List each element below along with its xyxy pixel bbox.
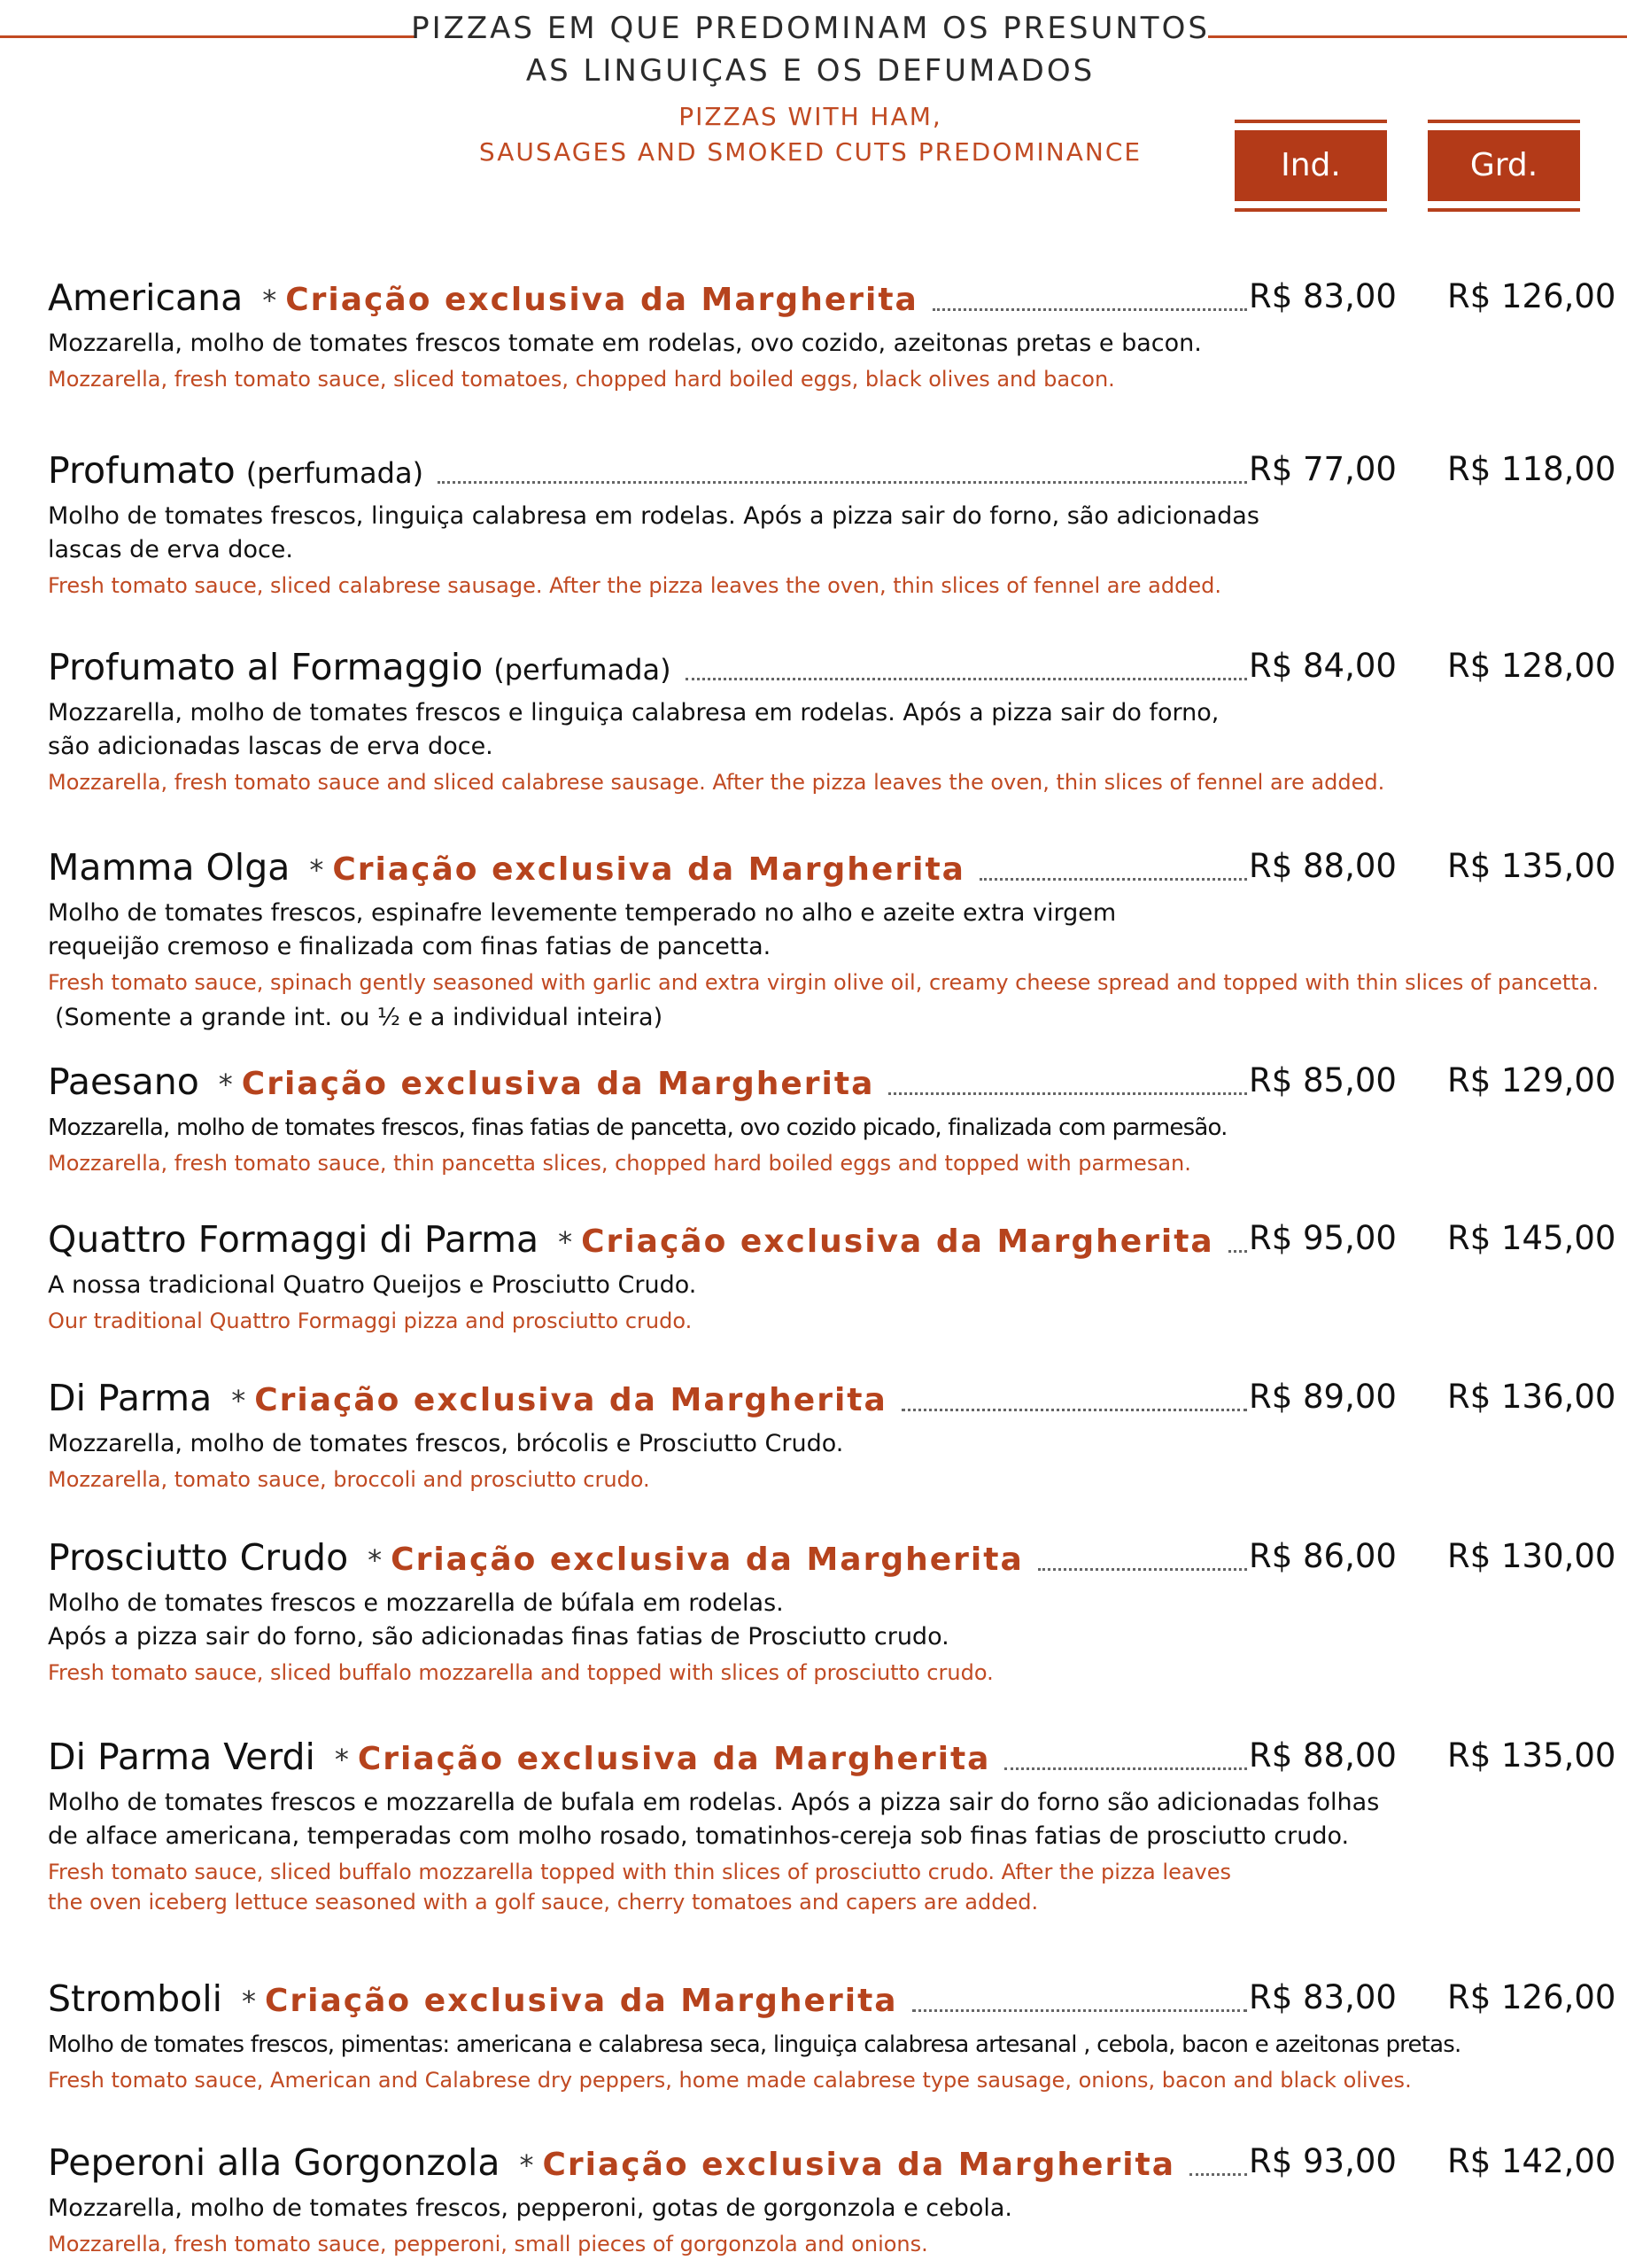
description-pt [48,897,1607,964]
description-pt [48,696,1607,764]
description-pt-line: Após a pizza sair do forno, são adicionadas finas fatias de Prosciutto crudo. [48,1623,949,1651]
menu-item-header [48,1729,1616,1783]
dot-leader [933,308,1247,311]
price-grande: R$ 135,00 [1447,847,1616,885]
menu-item-header [48,1054,1616,1107]
menu-item-name-line [48,1735,1252,1779]
description-en [48,1857,1607,1917]
section-subtitle-line2: SAUSAGES AND SMOKED CUTS PREDOMINANCE [478,137,1143,167]
asterisk-icon: * [231,1384,246,1418]
pizza-name: Stromboli [48,1977,222,2020]
description-pt [48,1111,1607,1145]
asterisk-icon: * [519,2148,534,2182]
price-individual: R$ 86,00 [1249,1537,1397,1575]
exclusive-label: Criação exclusiva da Margherita [391,1542,1024,1578]
description-pt-line: requeijão cremoso e finalizada com finas fatias de pancetta. [48,933,771,960]
pizza-name-note: (perfumada) [245,456,424,490]
description-pt-line: Mozzarella, molho de tomates frescos e linguiça calabresa em rodelas. Após a pizza sair do forno, [48,699,1220,726]
description-en [48,767,1607,797]
availability-note: (Somente a grande int. ou ½ e a individual inteira) [55,1004,663,1031]
description-en-line: Mozzarella, fresh tomato sauce, thin pancetta slices, chopped hard boiled eggs and topped with parmesan. [48,1151,1191,1176]
menu-item-header [48,640,1616,693]
pizza-name: Profumato al Formaggio [48,646,484,688]
price-individual: R$ 88,00 [1249,1736,1397,1775]
description-en [48,1306,1607,1336]
description-pt [48,2192,1607,2225]
menu-item [48,1054,1616,1178]
size-individual-label: Ind. [1235,130,1387,201]
size-grande-label: Grd. [1428,130,1580,201]
dot-leader [1038,1568,1247,1571]
section-title [372,7,1249,92]
dot-leader [980,878,1247,881]
menu-item [48,1971,1616,2095]
menu-item [48,1212,1616,1336]
menu-item-header [48,1971,1616,2024]
menu-item [48,270,1616,394]
exclusive-label: Criação exclusiva da Margherita [264,1983,898,2019]
size-grande-badge [1428,120,1580,212]
description-en-line: Mozzarella, fresh tomato sauce, sliced tomatoes, chopped hard boiled eggs, black olives and bacon. [48,367,1115,392]
menu-item-header [48,1212,1616,1265]
price-individual: R$ 83,00 [1249,1978,1397,2016]
pizza-name: Americana [48,276,244,319]
dot-leader [438,481,1247,484]
description-pt [48,1427,1607,1461]
asterisk-icon: * [241,1984,256,2018]
price-individual: R$ 88,00 [1249,847,1397,885]
exclusive-label: Criação exclusiva da Margherita [241,1066,875,1102]
menu-item-header [48,2135,1616,2188]
description-en-line: Fresh tomato sauce, sliced calabrese sausage. After the pizza leaves the oven, thin slices of fennel are added. [48,573,1221,598]
price-individual: R$ 89,00 [1249,1378,1397,1416]
pizza-name: Quattro Formaggi di Parma [48,1218,539,1261]
price-grande: R$ 142,00 [1447,2142,1616,2180]
menu-item-header [48,1530,1616,1583]
description-pt [48,2028,1607,2062]
description-pt-line: A nossa tradicional Quatro Queijos e Prosciutto Crudo. [48,1271,697,1299]
pizza-name: Paesano [48,1060,199,1103]
price-individual: R$ 85,00 [1249,1061,1397,1099]
description-en-line: Fresh tomato sauce, sliced buffalo mozzarella topped with thin slices of prosciutto crudo. After the pizza leaves [48,1860,1232,1884]
menu-item-name-line [48,448,1252,493]
pizza-name: Di Parma Verdi [48,1736,315,1778]
price-grande: R$ 129,00 [1447,1061,1616,1099]
menu-item-name-line [48,2140,1252,2185]
pizza-name: Profumato [48,449,236,492]
price-individual: R$ 93,00 [1249,2142,1397,2180]
pizza-name: Di Parma [48,1377,213,1419]
dot-leader [902,1409,1247,1411]
description-en [48,1464,1607,1495]
dot-leader [888,1092,1247,1095]
menu-item-name-line [48,1217,1252,1262]
price-grande: R$ 135,00 [1447,1736,1616,1775]
menu-item-name-line [48,1535,1252,1580]
section-subtitle-line1: PIZZAS WITH HAM, [678,102,942,131]
menu-item [48,1371,1616,1495]
menu-item-header [48,840,1616,893]
price-individual: R$ 84,00 [1249,647,1397,685]
pizza-name: Peperoni alla Gorgonzola [48,2141,500,2184]
description-pt-line: lascas de erva doce. [48,536,294,563]
description-en-line: Our traditional Quattro Formaggi pizza and prosciutto crudo. [48,1309,693,1333]
dot-leader [1189,2173,1247,2176]
dot-leader [1004,1767,1247,1770]
menu-item-name-line [48,645,1252,689]
asterisk-icon: * [334,1743,349,1776]
menu-item [48,2135,1616,2259]
exclusive-label: Criação exclusiva da Margherita [285,282,918,318]
description-pt [48,327,1607,361]
description-en [48,2229,1607,2259]
section-title-line1: PIZZAS EM QUE PREDOMINAM OS PRESUNTOS [411,11,1210,46]
exclusive-label: Criação exclusiva da Margherita [332,851,965,888]
dot-leader [912,2009,1247,2012]
description-pt-line: Molho de tomates frescos e mozzarella de bufala em rodelas. Após a pizza sair do forno são adicionadas folhas [48,1789,1380,1816]
size-individual-badge [1235,120,1387,212]
menu-item-header [48,1371,1616,1424]
description-pt [48,1269,1607,1302]
description-en [48,364,1607,394]
menu-item-name-line [48,276,1252,320]
menu-item [48,640,1616,797]
description-en [48,967,1607,998]
section-subtitle [372,99,1249,170]
description-en [48,571,1607,601]
price-grande: R$ 118,00 [1447,450,1616,488]
description-pt-line: são adicionadas lascas de erva doce. [48,733,493,760]
description-en [48,1148,1607,1178]
header-rule-left [0,35,414,38]
exclusive-label: Criação exclusiva da Margherita [254,1382,887,1418]
asterisk-icon: * [558,1225,573,1259]
description-en [48,1658,1607,1688]
description-pt-line: de alface americana, temperadas com molho rosado, tomatinhos-cereja sob finas fatias de prosciutto crudo. [48,1822,1350,1850]
menu-item-header [48,270,1616,323]
description-en-line: Mozzarella, fresh tomato sauce and sliced calabrese sausage. After the pizza leaves the oven, thin slices of fennel are added. [48,770,1385,795]
header-rule-right [1208,35,1627,38]
description-pt [48,1786,1607,1853]
price-grande: R$ 126,00 [1447,1978,1616,2016]
price-grande: R$ 136,00 [1447,1378,1616,1416]
price-grande: R$ 126,00 [1447,277,1616,315]
menu-item [48,1729,1616,1917]
menu-item [48,1530,1616,1688]
description-pt-line: Mozzarella, molho de tomates frescos, finas fatias de pancetta, ovo cozido picado, finalizada com parmesão. [48,1115,1228,1141]
menu-item [48,443,1616,601]
price-individual: R$ 77,00 [1249,450,1397,488]
price-individual: R$ 83,00 [1249,277,1397,315]
description-en-line: Mozzarella, fresh tomato sauce, pepperoni, small pieces of gorgonzola and onions. [48,2232,928,2256]
description-pt-line: Molho de tomates frescos, linguiça calabresa em rodelas. Após a pizza sair do forno, são adicionadas [48,502,1259,530]
description-pt-line: Mozzarella, molho de tomates frescos, pepperoni, gotas de gorgonzola e cebola. [48,2194,1013,2222]
asterisk-icon: * [368,1543,383,1577]
price-grande: R$ 145,00 [1447,1219,1616,1257]
description-en-line: Fresh tomato sauce, spinach gently seasoned with garlic and extra virgin olive oil, creamy cheese spread and topped with thin slices of pancetta. [48,970,1600,995]
description-en-line: the oven iceberg lettuce seasoned with a golf sauce, cherry tomatoes and capers are added. [48,1890,1039,1915]
price-grande: R$ 128,00 [1447,647,1616,685]
asterisk-icon: * [262,284,277,317]
exclusive-label: Criação exclusiva da Margherita [542,2147,1176,2183]
description-pt-line: Molho de tomates frescos, espinafre levemente temperado no alho e azeite extra virgem [48,899,1117,927]
exclusive-label: Criação exclusiva da Margherita [581,1223,1214,1260]
description-en-line: Fresh tomato sauce, American and Calabrese dry peppers, home made calabrese type sausage, onions, bacon and black olives. [48,2068,1412,2093]
asterisk-icon: * [218,1068,233,1101]
dot-leader [686,678,1247,680]
menu-item-name-line [48,1977,1252,2021]
description-pt-line: Molho de tomates frescos e mozzarella de búfala em rodelas. [48,1589,784,1617]
exclusive-label: Criação exclusiva da Margherita [357,1741,991,1777]
menu-item-header [48,443,1616,496]
description-pt-line: Molho de tomates frescos, pimentas: americana e calabresa seca, linguiça calabresa artesanal , cebola, bacon e azeitonas pretas. [48,2031,1461,2058]
description-pt-line: Mozzarella, molho de tomates frescos, brócolis e Prosciutto Crudo. [48,1430,844,1457]
price-individual: R$ 95,00 [1249,1219,1397,1257]
description-pt [48,500,1607,567]
menu-item-name-line [48,1060,1252,1104]
menu-item-name-line [48,845,1252,889]
description-pt [48,1587,1607,1654]
pizza-name: Mamma Olga [48,846,291,889]
pizza-name-note: (perfumada) [493,653,671,687]
pizza-name: Prosciutto Crudo [48,1536,349,1579]
menu-item [48,840,1616,1035]
asterisk-icon: * [309,853,324,887]
menu-item-name-line [48,1376,1252,1420]
description-en [48,2065,1607,2095]
dot-leader [1228,1250,1247,1253]
description-en-line: Mozzarella, tomato sauce, broccoli and prosciutto crudo. [48,1467,650,1492]
description-en-line: Fresh tomato sauce, sliced buffalo mozzarella and topped with slices of prosciutto crudo. [48,1660,994,1685]
description-pt-line: Mozzarella, molho de tomates frescos tomate em rodelas, ovo cozido, azeitonas pretas e bacon. [48,330,1202,357]
section-title-line2: AS LINGUIÇAS E OS DEFUMADOS [525,53,1096,89]
price-grande: R$ 130,00 [1447,1537,1616,1575]
